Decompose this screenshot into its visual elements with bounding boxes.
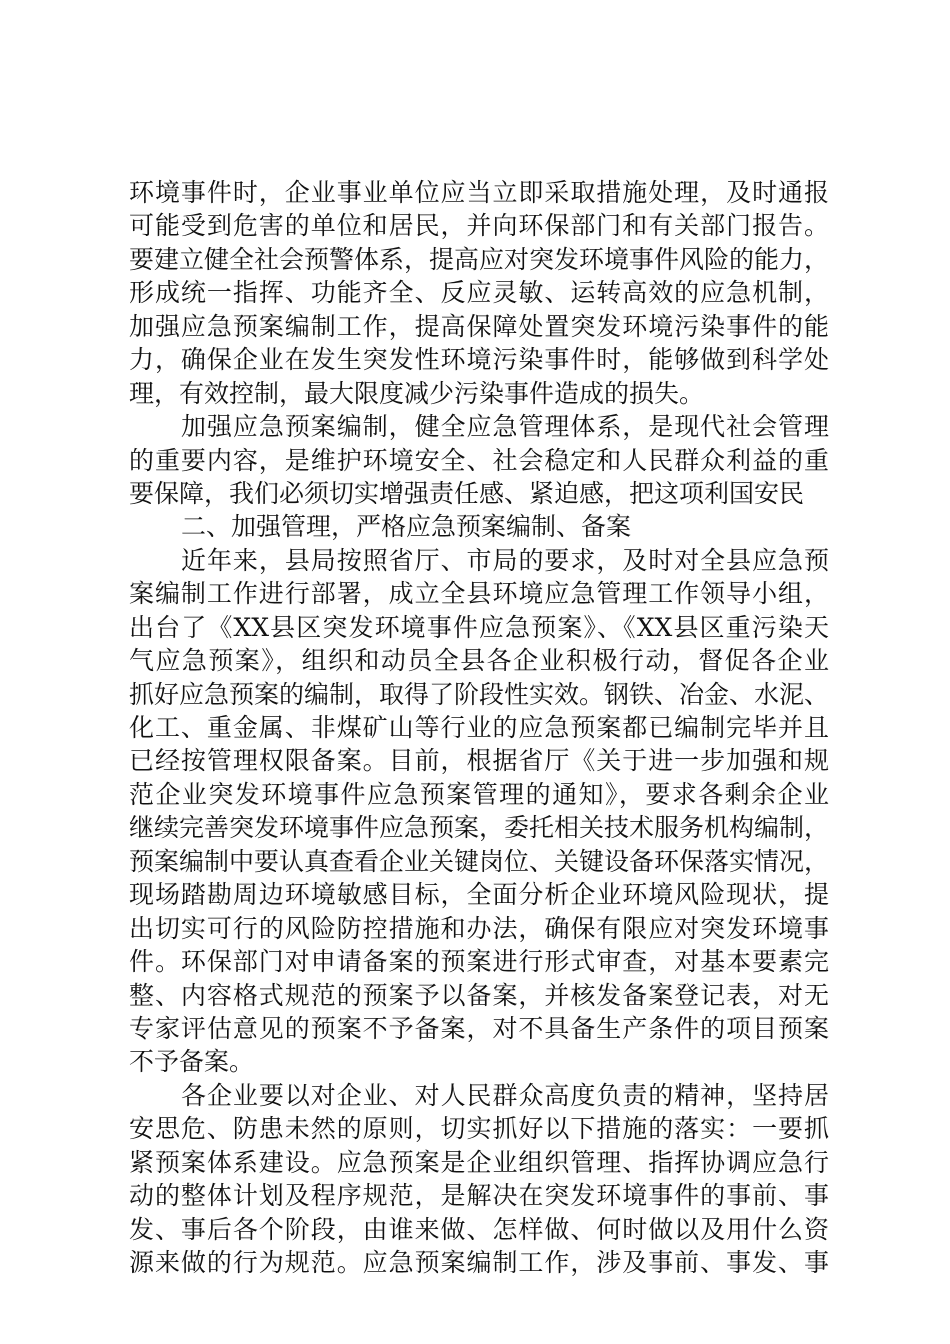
- text-line: 源来做的行为规范。应急预案编制工作，涉及事前、事发、事: [129, 1248, 829, 1277]
- text-line: 安思危、防患未然的原则，切实抓好以下措施的落实：一要抓: [129, 1114, 829, 1144]
- text-line: 出切实可行的风险防控措施和办法，确保有限应对突发环境事: [129, 913, 829, 943]
- paragraph-first-line: 近年来，县局按照省厅、市局的要求，及时对全县应急预: [181, 545, 829, 575]
- paragraph-first-line: 各企业要以对企业、对人民群众高度负责的精神，坚持居: [181, 1080, 829, 1110]
- text-line: 已经按管理权限备案。目前，根据省厅《关于进一步加强和规: [129, 746, 829, 776]
- text-line: 预案编制中要认真查看企业关键岗位、关键设备环保落实情况，: [129, 846, 830, 876]
- text-line: 力，确保企业在发生突发性环境污染事件时，能够做到科学处: [129, 345, 829, 375]
- text-line: 件。环保部门对申请备案的预案进行形式审查，对基本要素完: [129, 947, 829, 977]
- text-line: 环境事件时，企业事业单位应当立即采取措施处理，及时通报: [129, 178, 829, 207]
- text-line: 要建立健全社会预警体系，提高应对突发环境事件风险的能力，: [129, 244, 830, 274]
- text-line: 整、内容格式规范的预案予以备案，并核发备案登记表，对无: [129, 980, 829, 1010]
- text-line: 形成统一指挥、功能齐全、反应灵敏、运转高效的应急机制，: [129, 278, 829, 308]
- text-line: 现场踏勘周边环境敏感目标，全面分析企业环境风险现状，提: [129, 880, 829, 910]
- text-line: 不予备案。: [129, 1047, 255, 1077]
- body-text: [129, 176, 829, 1279]
- text-line: 紧预案体系建设。应急预案是企业组织管理、指挥协调应急行: [129, 1147, 829, 1177]
- text-line: 可能受到危害的单位和居民，并向环保部门和有关部门报告。: [129, 211, 829, 241]
- section-heading: 二、加强管理，严格应急预案编制、备案: [181, 512, 632, 542]
- text-line: 抓好应急预案的编制，取得了阶段性实效。钢铁、冶金、水泥、: [129, 679, 830, 709]
- text-line: 发、事后各个阶段，由谁来做、怎样做、何时做以及用什么资: [129, 1214, 829, 1244]
- text-line: 出台了《XX县区突发环境事件应急预案》、《XX县区重污染天: [129, 612, 829, 642]
- paragraph-first-line: 加强应急预案编制，健全应急管理体系，是现代社会管理: [181, 412, 829, 442]
- text-line: 要保障，我们必须切实增强责任感、紧迫感，把这项利国安民: [129, 478, 805, 508]
- text-line: 的重要内容，是维护环境安全、社会稳定和人民群众利益的重: [129, 445, 829, 475]
- text-line: 动的整体计划及程序规范，是解决在突发环境事件的事前、事: [129, 1181, 829, 1211]
- text-line: 范企业突发环境事件应急预案管理的通知》，要求各剩余企业: [129, 779, 829, 809]
- text-line: 化工、重金属、非煤矿山等行业的应急预案都已编制完毕并且: [129, 713, 829, 742]
- text-line: 气应急预案》，组织和动员全县各企业积极行动，督促各企业: [129, 646, 829, 676]
- text-line: 加强应急预案编制工作，提高保障处置突发环境污染事件的能: [129, 311, 829, 341]
- text-line: 理，有效控制，最大限度减少污染事件造成的损失。: [129, 378, 705, 408]
- text-line: 继续完善突发环境事件应急预案，委托相关技术服务机构编制，: [129, 813, 830, 843]
- text-line: 专家评估意见的预案不予备案，对不具备生产条件的项目预案: [129, 1013, 829, 1043]
- text-line: 案编制工作进行部署，成立全县环境应急管理工作领导小组，: [129, 579, 829, 609]
